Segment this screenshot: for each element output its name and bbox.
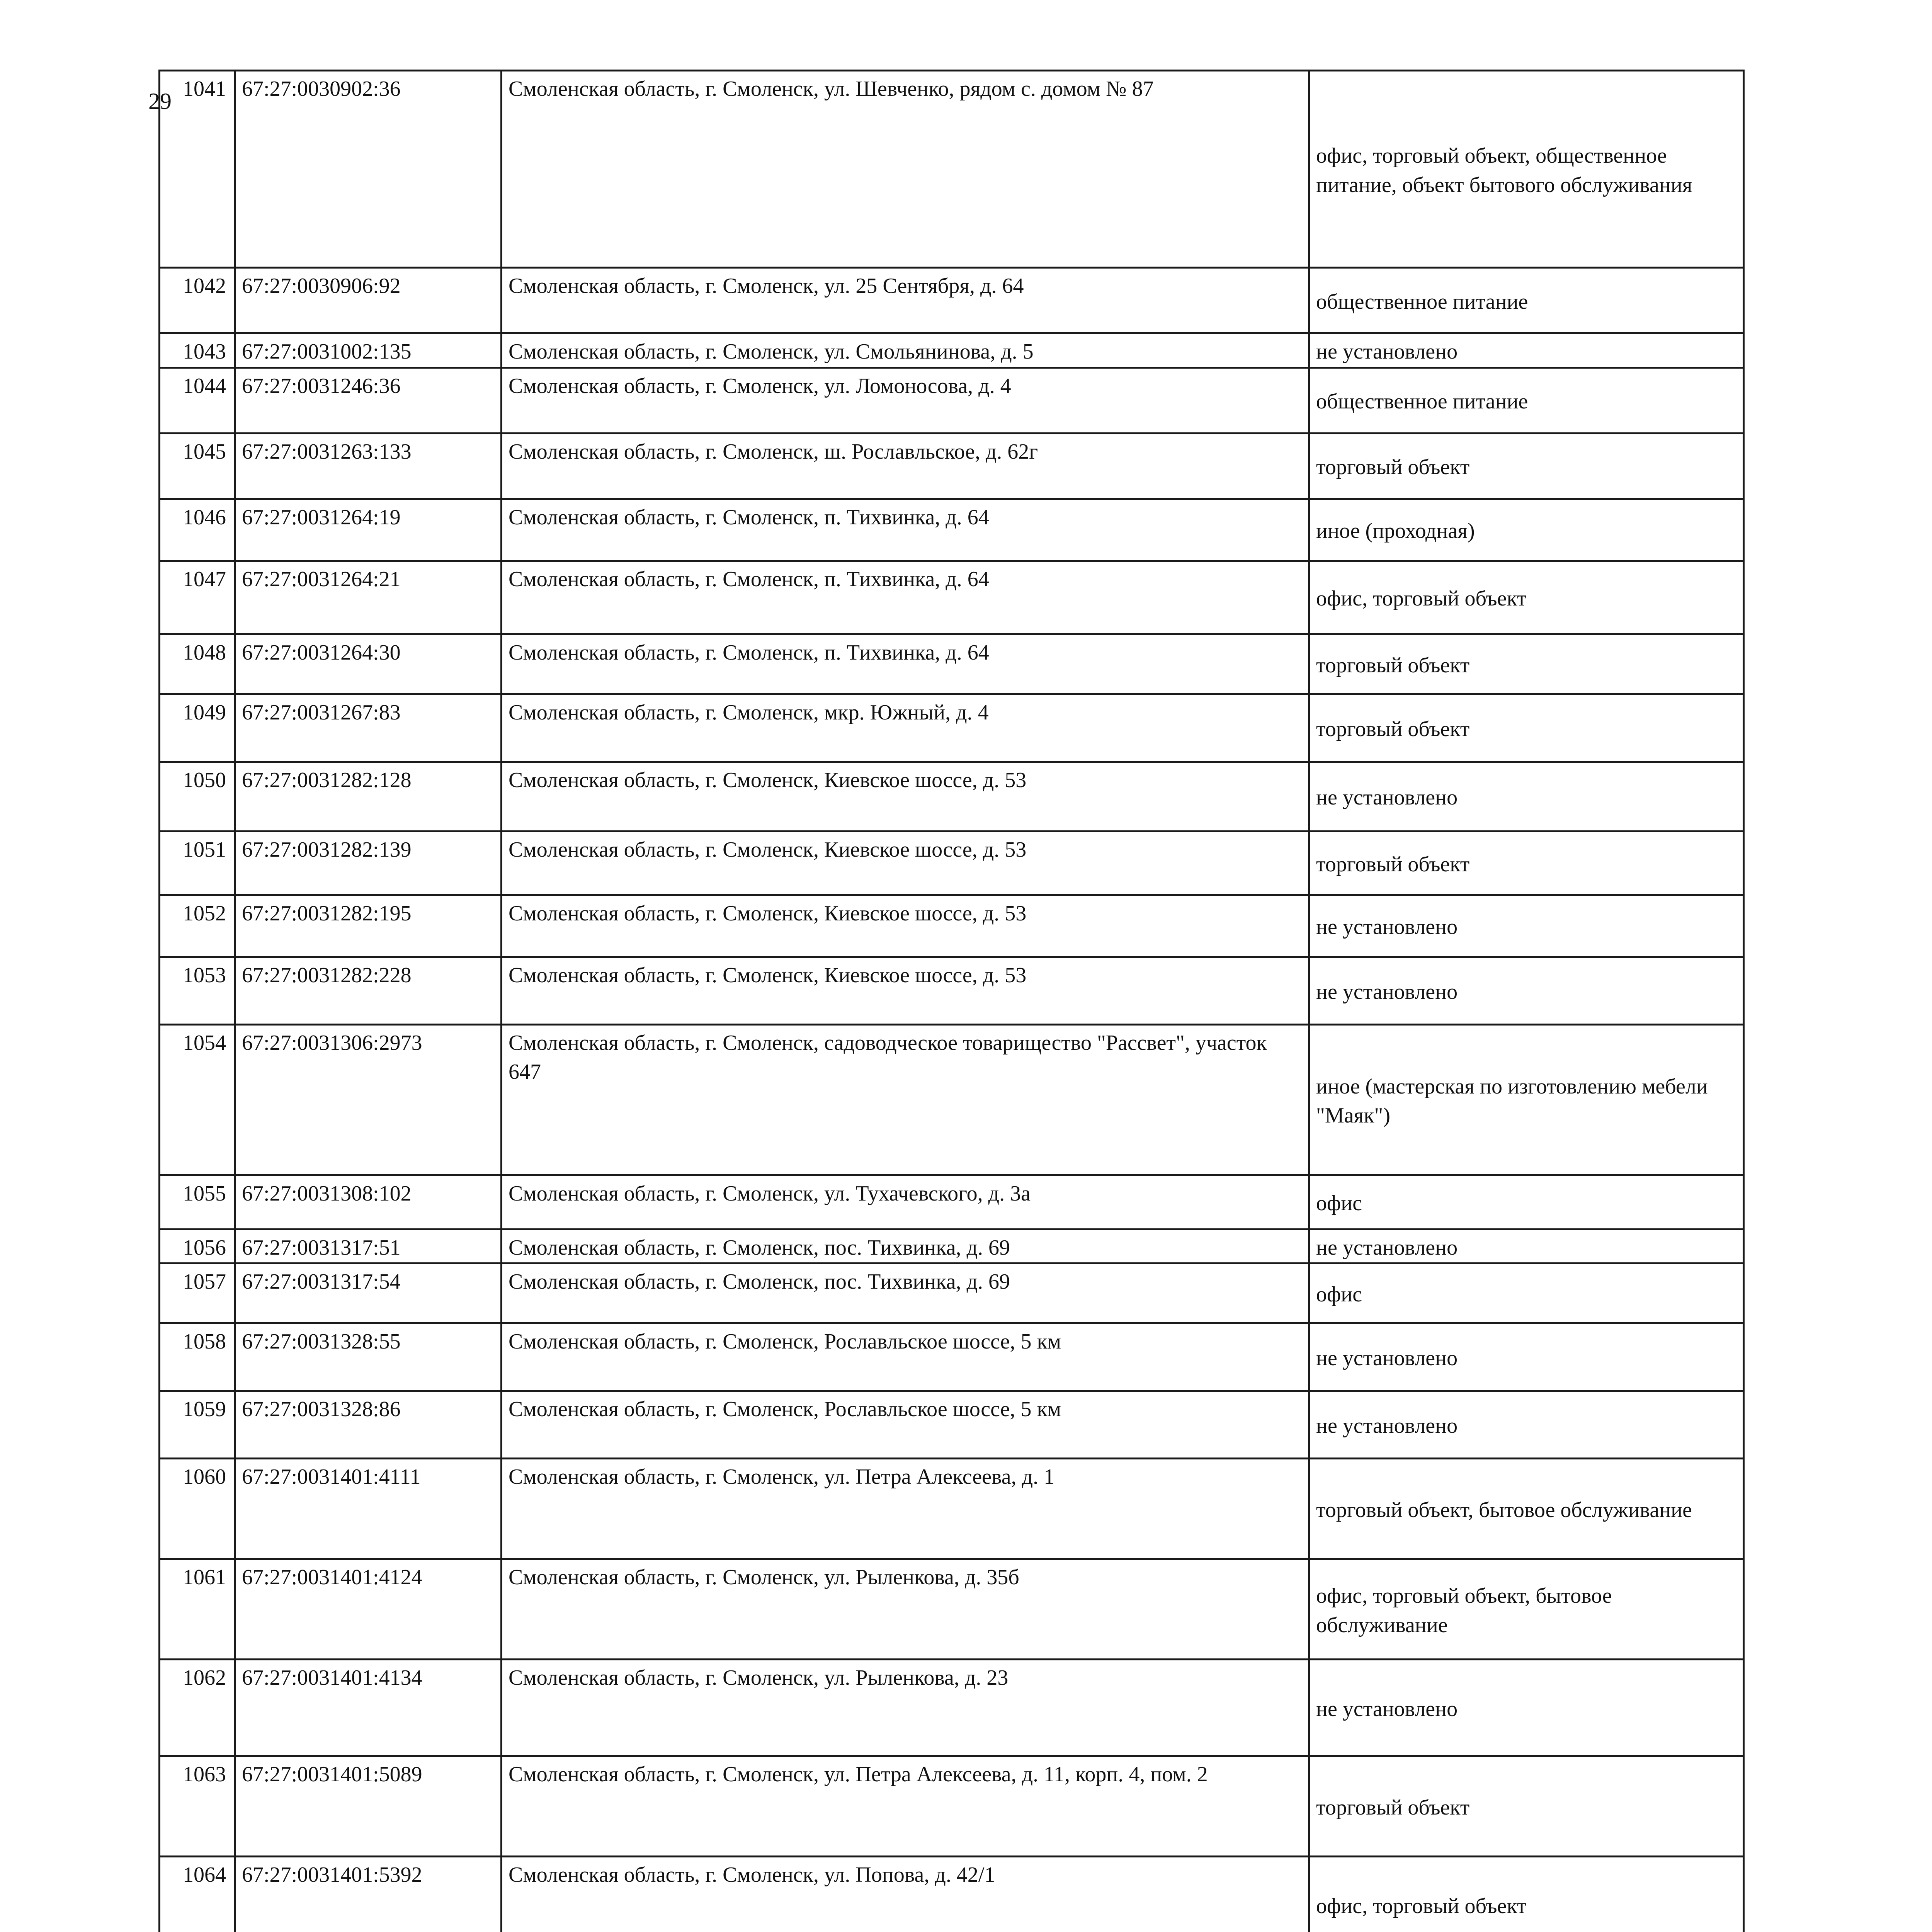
table-row (160, 1459, 1744, 1559)
cadastral-number-cell: 67:27:0031401:4134 (235, 1660, 502, 1756)
row-number-cell: 1049 (160, 694, 235, 762)
table-row (160, 561, 1744, 634)
cadastral-number-cell: 67:27:0031401:5089 (235, 1756, 502, 1857)
row-number-cell: 1054 (160, 1024, 235, 1175)
usage-cell: не установлено (1309, 333, 1744, 368)
usage-cell: офис, торговый объект (1309, 1857, 1744, 1932)
address-cell: Смоленская область, г. Смоленск, ул. Петра Алексеева, д. 1 (502, 1459, 1309, 1559)
usage-cell: не установлено (1309, 957, 1744, 1024)
table-row (160, 499, 1744, 561)
row-number-cell: 1061 (160, 1559, 235, 1660)
usage-cell: не установлено (1309, 1229, 1744, 1264)
row-number-cell: 1057 (160, 1264, 235, 1323)
row-number-cell: 1045 (160, 433, 235, 499)
address-cell: Смоленская область, г. Смоленск, ул. 25 Сентября, д. 64 (502, 268, 1309, 333)
table-row (160, 333, 1744, 368)
usage-cell: торговый объект (1309, 694, 1744, 762)
table-row (160, 762, 1744, 831)
row-number-cell: 1044 (160, 367, 235, 433)
table-row (160, 1175, 1744, 1229)
usage-cell: офис, торговый объект, бытовое обслуживание (1309, 1559, 1744, 1660)
address-cell: Смоленская область, г. Смоленск, ул. Рыленкова, д. 23 (502, 1660, 1309, 1756)
cadastral-number-cell: 67:27:0031317:54 (235, 1264, 502, 1323)
usage-cell: торговый объект (1309, 1756, 1744, 1857)
table-row (160, 895, 1744, 957)
table-row (160, 1323, 1744, 1391)
usage-cell: общественное питание (1309, 367, 1744, 433)
address-cell: Смоленская область, г. Смоленск, ул. Шевченко, рядом с. домом № 87 (502, 71, 1309, 268)
cadastral-number-cell: 67:27:0030906:92 (235, 268, 502, 333)
row-number-cell: 1046 (160, 499, 235, 561)
cadastral-number-cell: 67:27:0031306:2973 (235, 1024, 502, 1175)
table-row (160, 367, 1744, 433)
usage-cell: иное (проходная) (1309, 499, 1744, 561)
cadastral-number-cell: 67:27:0031308:102 (235, 1175, 502, 1229)
address-cell: Смоленская область, г. Смоленск, мкр. Южный, д. 4 (502, 694, 1309, 762)
table-row (160, 1264, 1744, 1323)
table-row (160, 268, 1744, 333)
usage-cell: не установлено (1309, 1391, 1744, 1459)
table-body (160, 71, 1744, 1932)
row-number-cell: 1064 (160, 1857, 235, 1932)
row-number-cell: 1041 (160, 71, 235, 268)
address-cell: Смоленская область, г. Смоленск, Киевское шоссе, д. 53 (502, 762, 1309, 831)
address-cell: Смоленская область, г. Смоленск, п. Тихвинка, д. 64 (502, 561, 1309, 634)
row-number-cell: 1050 (160, 762, 235, 831)
address-cell: Смоленская область, г. Смоленск, ул. Попова, д. 42/1 (502, 1857, 1309, 1932)
address-cell: Смоленская область, г. Смоленск, Киевское шоссе, д. 53 (502, 831, 1309, 895)
address-cell: Смоленская область, г. Смоленск, ул. Петра Алексеева, д. 11, корп. 4, пом. 2 (502, 1756, 1309, 1857)
table-row (160, 1229, 1744, 1264)
cadastral-number-cell: 67:27:0031282:228 (235, 957, 502, 1024)
cadastral-number-cell: 67:27:0031264:30 (235, 634, 502, 694)
usage-cell: офис, торговый объект (1309, 561, 1744, 634)
address-cell: Смоленская область, г. Смоленск, ул. Рыленкова, д. 35б (502, 1559, 1309, 1660)
cadastral-number-cell: 67:27:0031401:5392 (235, 1857, 502, 1932)
cadastral-number-cell: 67:27:0031246:36 (235, 367, 502, 433)
address-cell: Смоленская область, г. Смоленск, пос. Тихвинка, д. 69 (502, 1264, 1309, 1323)
usage-cell: иное (мастерская по изготовлению мебели "Маяк") (1309, 1024, 1744, 1175)
row-number-cell: 1051 (160, 831, 235, 895)
address-cell: Смоленская область, г. Смоленск, Киевское шоссе, д. 53 (502, 895, 1309, 957)
row-number-cell: 1052 (160, 895, 235, 957)
table-row (160, 1024, 1744, 1175)
row-number-cell: 1055 (160, 1175, 235, 1229)
address-cell: Смоленская область, г. Смоленск, ш. Рославльское, д. 62г (502, 433, 1309, 499)
table-row (160, 1756, 1744, 1857)
table-row (160, 694, 1744, 762)
usage-cell: офис (1309, 1264, 1744, 1323)
address-cell: Смоленская область, г. Смоленск, Киевское шоссе, д. 53 (502, 957, 1309, 1024)
usage-cell: офис (1309, 1175, 1744, 1229)
usage-cell: не установлено (1309, 1660, 1744, 1756)
row-number-cell: 1042 (160, 268, 235, 333)
usage-cell: общественное питание (1309, 268, 1744, 333)
usage-cell: торговый объект (1309, 433, 1744, 499)
cadastral-number-cell: 67:27:0031282:128 (235, 762, 502, 831)
usage-cell: торговый объект (1309, 634, 1744, 694)
cadastral-number-cell: 67:27:0030902:36 (235, 71, 502, 268)
address-cell: Смоленская область, г. Смоленск, ул. Тухачевского, д. 3а (502, 1175, 1309, 1229)
row-number-cell: 1058 (160, 1323, 235, 1391)
usage-cell: офис, торговый объект, общественное питание, объект бытового обслуживания (1309, 71, 1744, 268)
address-cell: Смоленская область, г. Смоленск, п. Тихвинка, д. 64 (502, 499, 1309, 561)
usage-cell: не установлено (1309, 762, 1744, 831)
cadastral-number-cell: 67:27:0031401:4111 (235, 1459, 502, 1559)
cadastral-number-cell: 67:27:0031263:133 (235, 433, 502, 499)
row-number-cell: 1062 (160, 1660, 235, 1756)
table-row (160, 831, 1744, 895)
address-cell: Смоленская область, г. Смоленск, Рославльское шоссе, 5 км (502, 1391, 1309, 1459)
cadastral-number-cell: 67:27:0031267:83 (235, 694, 502, 762)
row-number-cell: 1060 (160, 1459, 235, 1559)
usage-cell: торговый объект, бытовое обслуживание (1309, 1459, 1744, 1559)
table-row (160, 1391, 1744, 1459)
cadastral-number-cell: 67:27:0031328:86 (235, 1391, 502, 1459)
row-number-cell: 1056 (160, 1229, 235, 1264)
address-cell: Смоленская область, г. Смоленск, ул. Ломоносова, д. 4 (502, 367, 1309, 433)
table-row (160, 634, 1744, 694)
page-number: 29 (148, 88, 172, 114)
usage-cell: не установлено (1309, 895, 1744, 957)
table-row (160, 1857, 1744, 1932)
address-cell: Смоленская область, г. Смоленск, пос. Тихвинка, д. 69 (502, 1229, 1309, 1264)
row-number-cell: 1048 (160, 634, 235, 694)
table-row (160, 71, 1744, 268)
usage-cell: не установлено (1309, 1323, 1744, 1391)
cadastral-number-cell: 67:27:0031401:4124 (235, 1559, 502, 1660)
cadastral-number-cell: 67:27:0031282:139 (235, 831, 502, 895)
table-row (160, 957, 1744, 1024)
cadastral-number-cell: 67:27:0031282:195 (235, 895, 502, 957)
row-number-cell: 1047 (160, 561, 235, 634)
row-number-cell: 1053 (160, 957, 235, 1024)
table-row (160, 433, 1744, 499)
cadastral-number-cell: 67:27:0031328:55 (235, 1323, 502, 1391)
cadastral-number-cell: 67:27:0031264:19 (235, 499, 502, 561)
address-cell: Смоленская область, г. Смоленск, ул. Смольянинова, д. 5 (502, 333, 1309, 368)
row-number-cell: 1043 (160, 333, 235, 368)
row-number-cell: 1063 (160, 1756, 235, 1857)
address-cell: Смоленская область, г. Смоленск, Рославльское шоссе, 5 км (502, 1323, 1309, 1391)
table-row (160, 1559, 1744, 1660)
cadastral-number-cell: 67:27:0031264:21 (235, 561, 502, 634)
registry-table (158, 70, 1745, 1932)
address-cell: Смоленская область, г. Смоленск, п. Тихвинка, д. 64 (502, 634, 1309, 694)
cadastral-number-cell: 67:27:0031317:51 (235, 1229, 502, 1264)
usage-cell: торговый объект (1309, 831, 1744, 895)
row-number-cell: 1059 (160, 1391, 235, 1459)
cadastral-number-cell: 67:27:0031002:135 (235, 333, 502, 368)
address-cell: Смоленская область, г. Смоленск, садоводческое товарищество "Рассвет", участок 647 (502, 1024, 1309, 1175)
table-row (160, 1660, 1744, 1756)
